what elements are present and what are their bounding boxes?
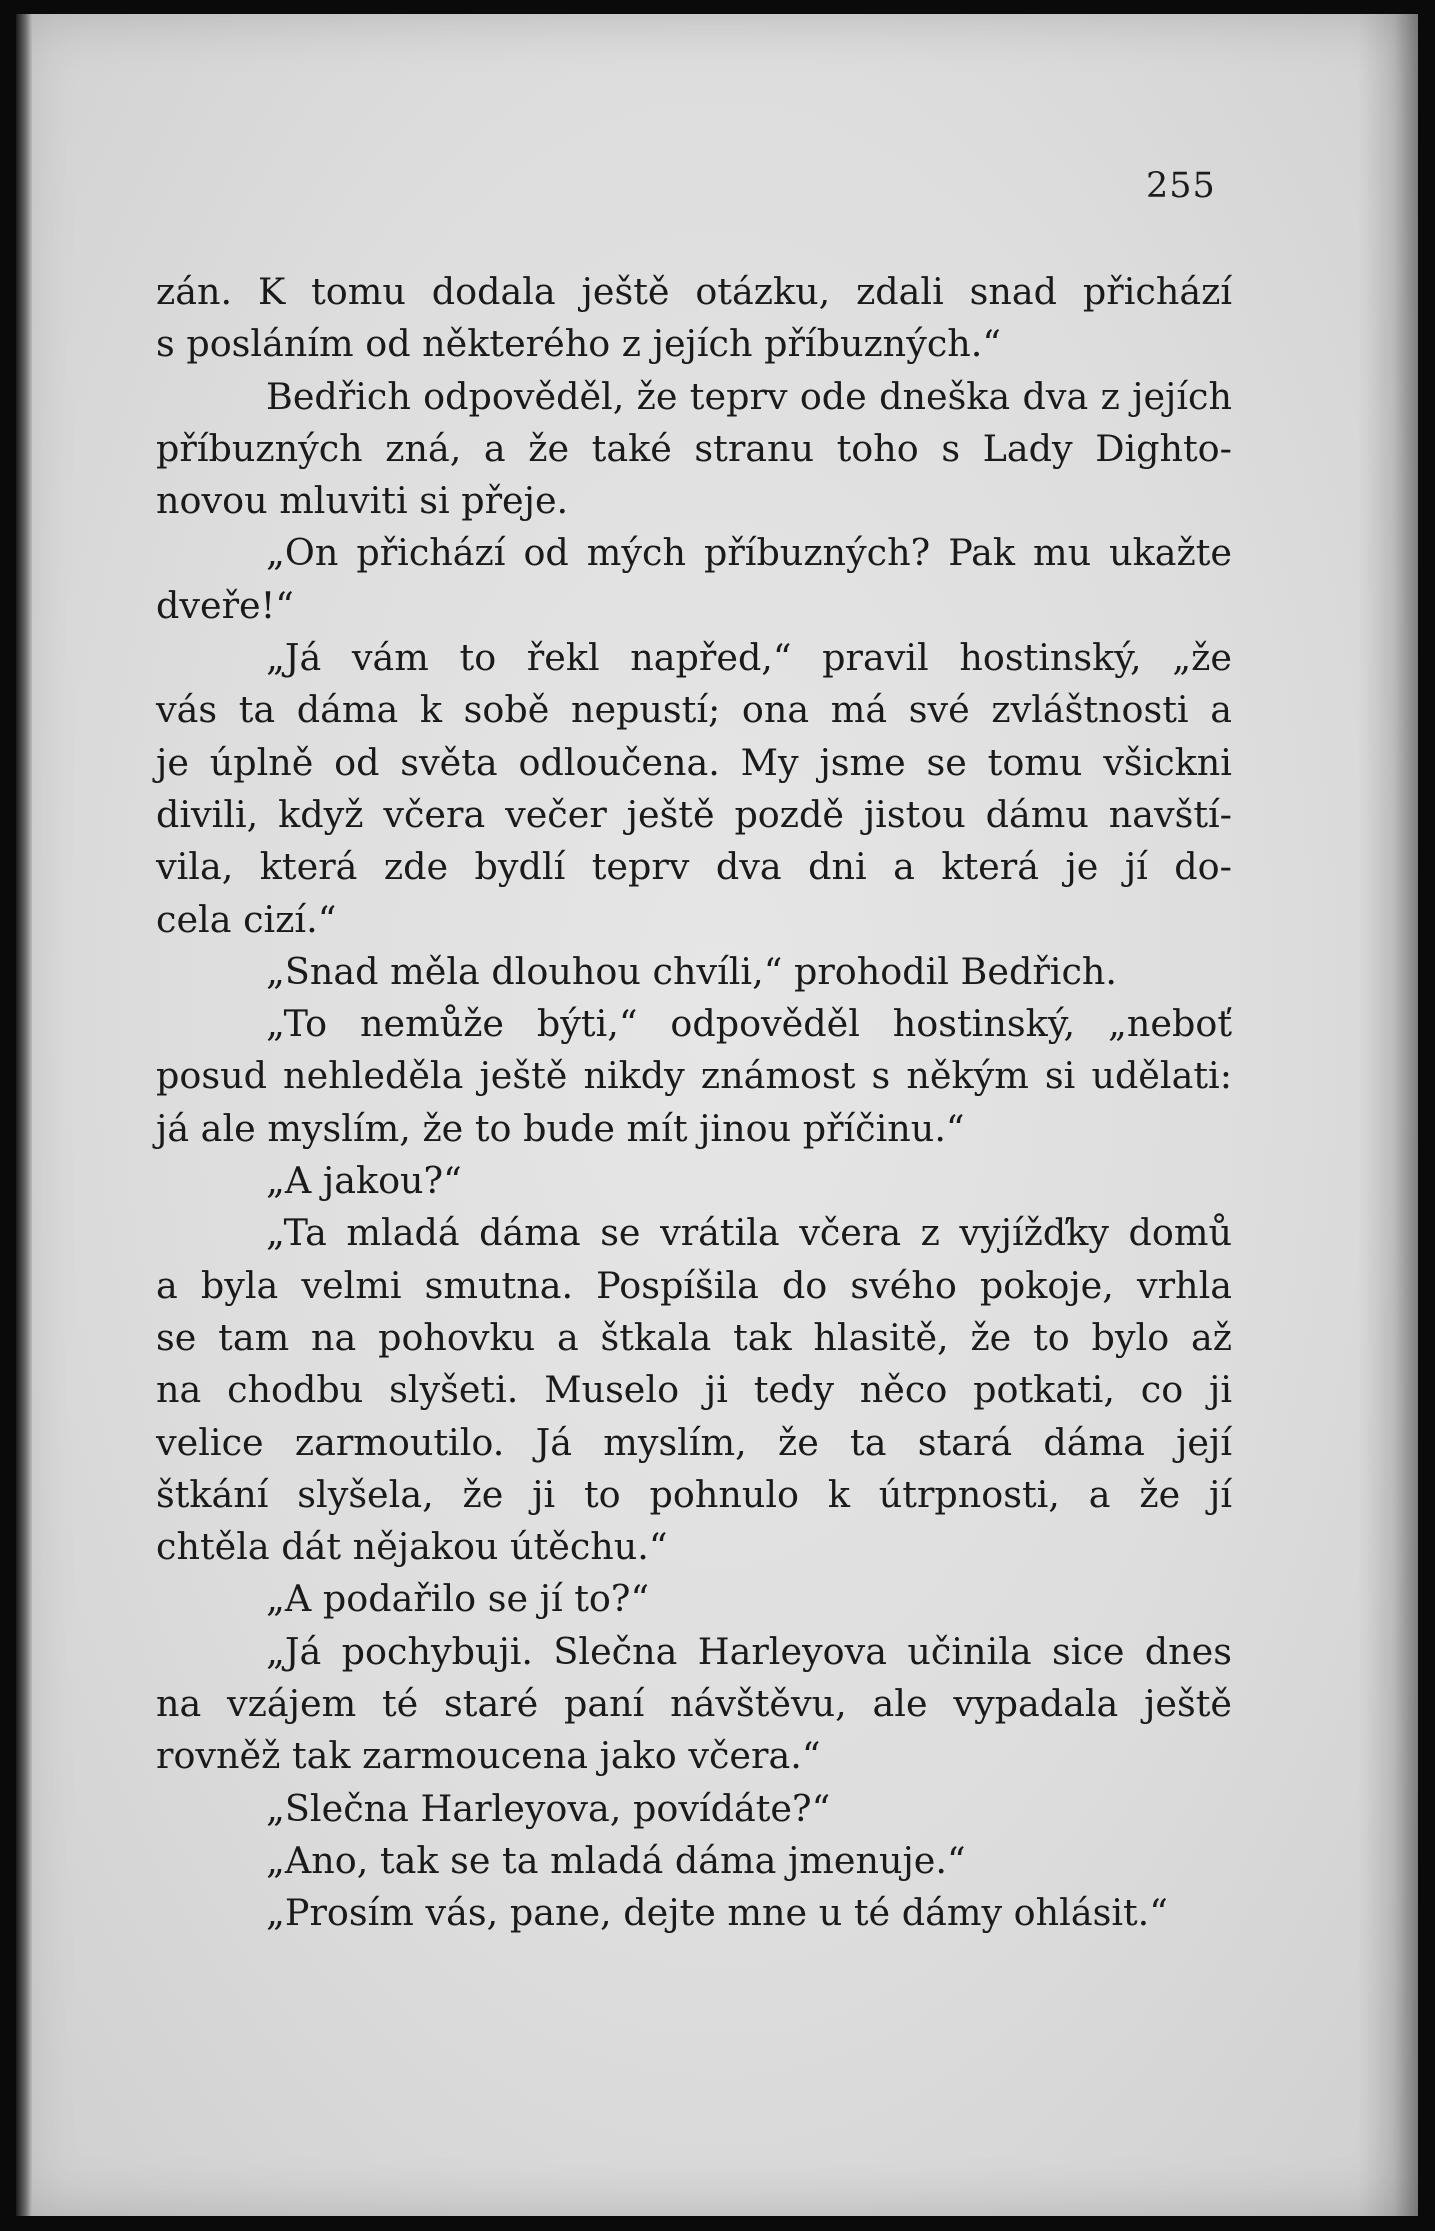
text-line: divili, když včera večer ještě pozdě jistou dámu navští-	[156, 792, 1232, 836]
text-line: novou mluviti si přeje.	[156, 479, 569, 523]
text-line: „A jakou?“	[266, 1159, 462, 1203]
text-line: se tam na pohovku a štkala tak hlasitě, že to bylo až	[156, 1315, 1232, 1359]
text-line: já ale myslím, že to bude mít jinou příčinu.“	[156, 1106, 965, 1150]
text-line: na vzájem té staré paní návštěvu, ale vypadala ještě	[156, 1682, 1232, 1726]
text-line: „Snad měla dlouhou chvíli,“ prohodil Bedřich.	[266, 949, 1118, 993]
text-line: „On přichází od mých příbuzných? Pak mu ukažte	[266, 531, 1232, 575]
page-edge-shadow	[1358, 14, 1418, 2216]
text-line: s posláním od některého z jejích příbuzných.“	[156, 322, 1002, 366]
text-line: je úplně od světa odloučena. My jsme se tomu všickni	[156, 740, 1232, 784]
text-line: dveře!“	[156, 583, 294, 627]
text-line: „Já pochybuji. Slečna Harleyova učinila sice dnes	[266, 1629, 1232, 1673]
text-line: na chodbu slyšeti. Muselo ji tedy něco potkati, co ji	[156, 1368, 1232, 1412]
text-line: rovněž tak zarmoucena jako včera.“	[156, 1734, 821, 1778]
text-line: příbuzných zná, a že také stranu toho s Lady Dighto-	[156, 426, 1232, 470]
page-gutter-shadow	[16, 14, 32, 2216]
text-line: štkání slyšela, že ji to pohnulo k útrpnosti, a že jí	[156, 1472, 1232, 1516]
text-line: „A podařilo se jí to?“	[266, 1577, 650, 1621]
text-line: velice zarmoutilo. Já myslím, že ta stará dáma její	[156, 1420, 1232, 1464]
text-line: „Prosím vás, pane, dejte mne u té dámy ohlásit.“	[266, 1891, 1168, 1935]
body-text	[156, 266, 1232, 1940]
text-line: chtěla dát nějakou útěchu.“	[156, 1525, 668, 1569]
text-line: „Slečna Harleyova, povídáte?“	[266, 1786, 831, 1830]
page-number: 255	[1146, 166, 1216, 206]
text-line: posud nehleděla ještě nikdy známost s někým si udělati:	[156, 1054, 1232, 1098]
text-line: Bedřich odpověděl, že teprv ode dneška dva z jejích	[266, 374, 1232, 418]
text-line: vás ta dáma k sobě nepustí; ona má své zvláštnosti a	[156, 688, 1232, 732]
text-line: a byla velmi smutna. Pospíšila do svého pokoje, vrhla	[156, 1263, 1232, 1307]
text-line: „Já vám to řekl napřed,“ pravil hostinský, „že	[266, 636, 1232, 680]
text-line: „Ta mladá dáma se vrátila včera z vyjížďky domů	[266, 1211, 1232, 1255]
text-line: „Ano, tak se ta mladá dáma jmenuje.“	[266, 1838, 966, 1882]
text-line: vila, která zde bydlí teprv dva dni a která je jí do-	[156, 845, 1232, 889]
text-line: cela cizí.“	[156, 897, 337, 941]
text-line: zán. K tomu dodala ještě otázku, zdali snad přichází	[156, 270, 1232, 313]
text-line: „To nemůže býti,“ odpověděl hostinský, „neboť	[266, 1002, 1232, 1046]
